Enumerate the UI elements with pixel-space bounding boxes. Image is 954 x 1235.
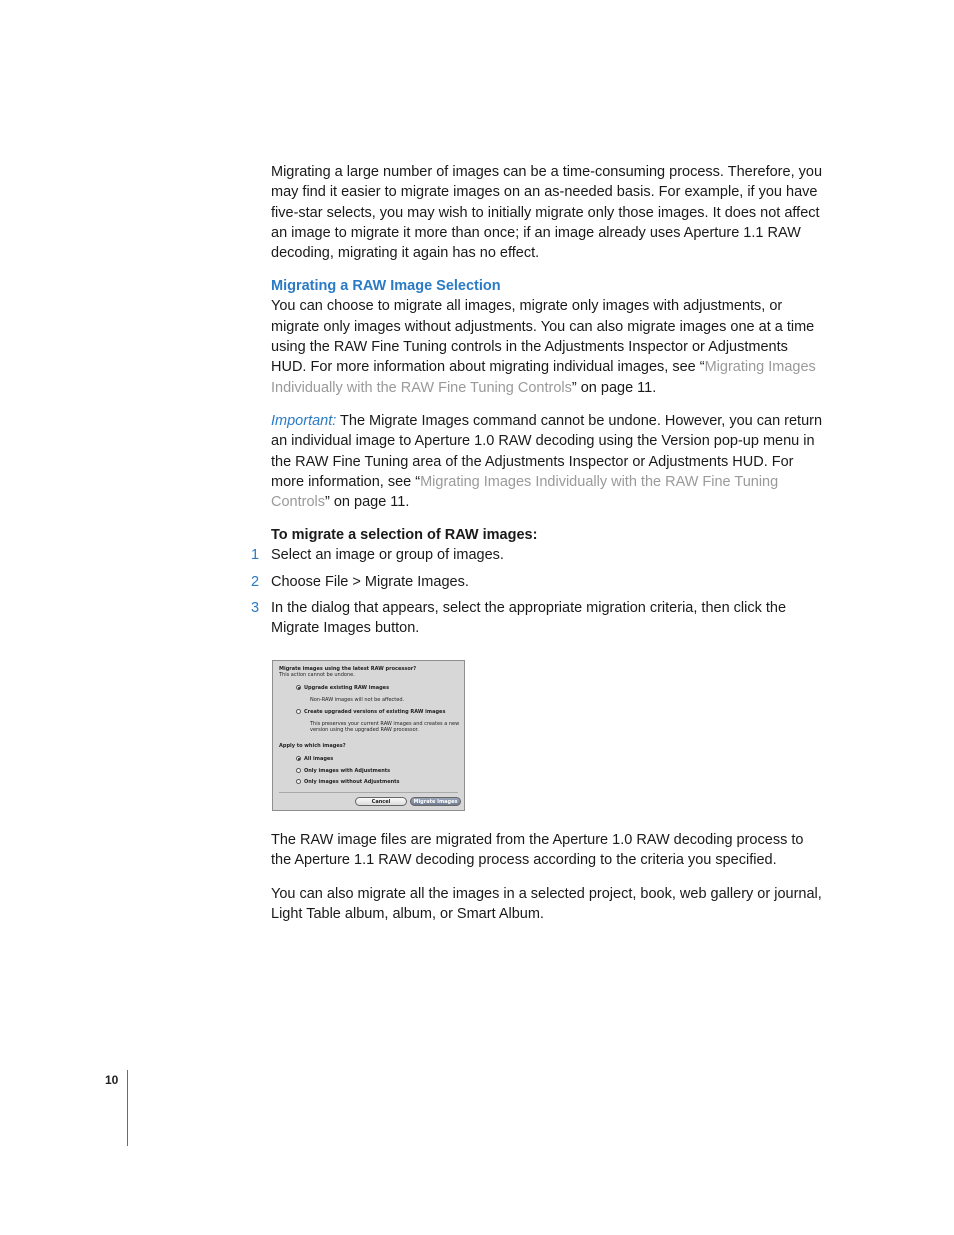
important-note: [271, 411, 827, 512]
radio-upgrade-existing[interactable]: [296, 685, 301, 690]
page-content: [251, 162, 827, 645]
section-text-after: ” on page 11.: [571, 379, 657, 396]
important-cross-reference-link[interactable]: Migrating Images Individually with the RAW Fine Tuning Controls: [271, 473, 779, 511]
apply-all-images-label: All images: [304, 756, 334, 762]
option-create-note-line2: version using the upgraded RAW processor.: [310, 727, 419, 733]
radio-create-upgraded-versions[interactable]: [296, 709, 301, 714]
important-text-after: ” on page 11.: [325, 494, 410, 511]
step-number: 2: [251, 573, 260, 590]
procedure-steps: [251, 545, 827, 638]
cancel-button[interactable]: Cancel: [355, 797, 407, 806]
step-text: Select an image or group of images.: [271, 547, 504, 564]
step-text: Choose File > Migrate Images.: [271, 573, 469, 590]
option-upgrade-note: Non-RAW images will not be affected.: [310, 697, 405, 703]
closing-content: [271, 830, 827, 924]
step-text: In the dialog that appears, select the appropriate migration criteria, then click the Migrate Images button.: [271, 600, 787, 637]
extra-paragraph: You can also migrate all the images in a selected project, book, web gallery or journal, Light Table album, album, or Smart Album.: [271, 885, 822, 922]
apply-without-adjustments-label: Only images without Adjustments: [304, 779, 400, 785]
radio-without-adjustments[interactable]: [296, 779, 301, 784]
step-item: [251, 598, 827, 639]
radio-all-images[interactable]: [296, 756, 301, 761]
migrate-images-dialog: [272, 660, 465, 811]
intro-paragraph: Migrating a large number of images can be a time-consuming process. Therefore, you may find it easier to migrate images on an as-needed basis. For example, if you have five-star selects, you may wish to initially migrate only those images. It does not affect an image to migrate it more than once; if an image already uses Aperture 1.1 RAW decoding, migrating it again has no effect.: [271, 164, 823, 262]
step-number: 1: [251, 547, 260, 564]
migrate-images-button[interactable]: Migrate Images: [410, 797, 461, 806]
important-text: The Migrate Images command cannot be undone. However, you can return an individual image to Aperture 1.0 RAW decoding using the Version pop-up menu in the RAW Fine Tuning area of the Adjustments Inspector or Adjustments HUD. For more information, see “: [271, 412, 823, 490]
cross-reference-link[interactable]: Migrating Images Individually with the RAW Fine Tuning Controls: [271, 359, 816, 396]
section-paragraph: [271, 296, 827, 397]
important-label: Important:: [271, 412, 337, 429]
result-paragraph: The RAW image files are migrated from the Aperture 1.0 RAW decoding process to the Aperture 1.1 RAW decoding process according to the criteria you specified.: [271, 832, 804, 869]
page-number-rule: [127, 1070, 128, 1146]
section-heading: Migrating a RAW Image Selection: [271, 278, 501, 295]
apply-question: Apply to which images?: [279, 743, 346, 749]
radio-with-adjustments[interactable]: [296, 768, 301, 773]
step-number: 3: [251, 600, 260, 617]
dialog-question: Migrate images using the latest RAW processor?: [279, 666, 417, 672]
section-text: You can choose to migrate all images, migrate only images with adjustments, or migrate only images without adjustments. You can also migrate images one at a time using the RAW Fine Tuning controls in the Adjustments Inspector or Adjustments HUD. For more information about migrating individual images, see “: [271, 298, 815, 376]
page-number: 10: [105, 1073, 119, 1087]
dialog-warning: This action cannot be undone.: [279, 672, 355, 678]
option-create-upgraded-label: Create upgraded versions of existing RAW images: [304, 709, 446, 715]
dialog-divider: [279, 792, 458, 793]
step-item: [251, 572, 827, 592]
option-create-note-line1: This preserves your current RAW images and creates a new: [310, 721, 460, 727]
apply-with-adjustments-label: Only images with Adjustments: [304, 768, 391, 774]
step-item: [251, 545, 827, 565]
procedure-title: To migrate a selection of RAW images:: [271, 527, 538, 544]
option-upgrade-existing-label: Upgrade existing RAW images: [304, 685, 390, 691]
